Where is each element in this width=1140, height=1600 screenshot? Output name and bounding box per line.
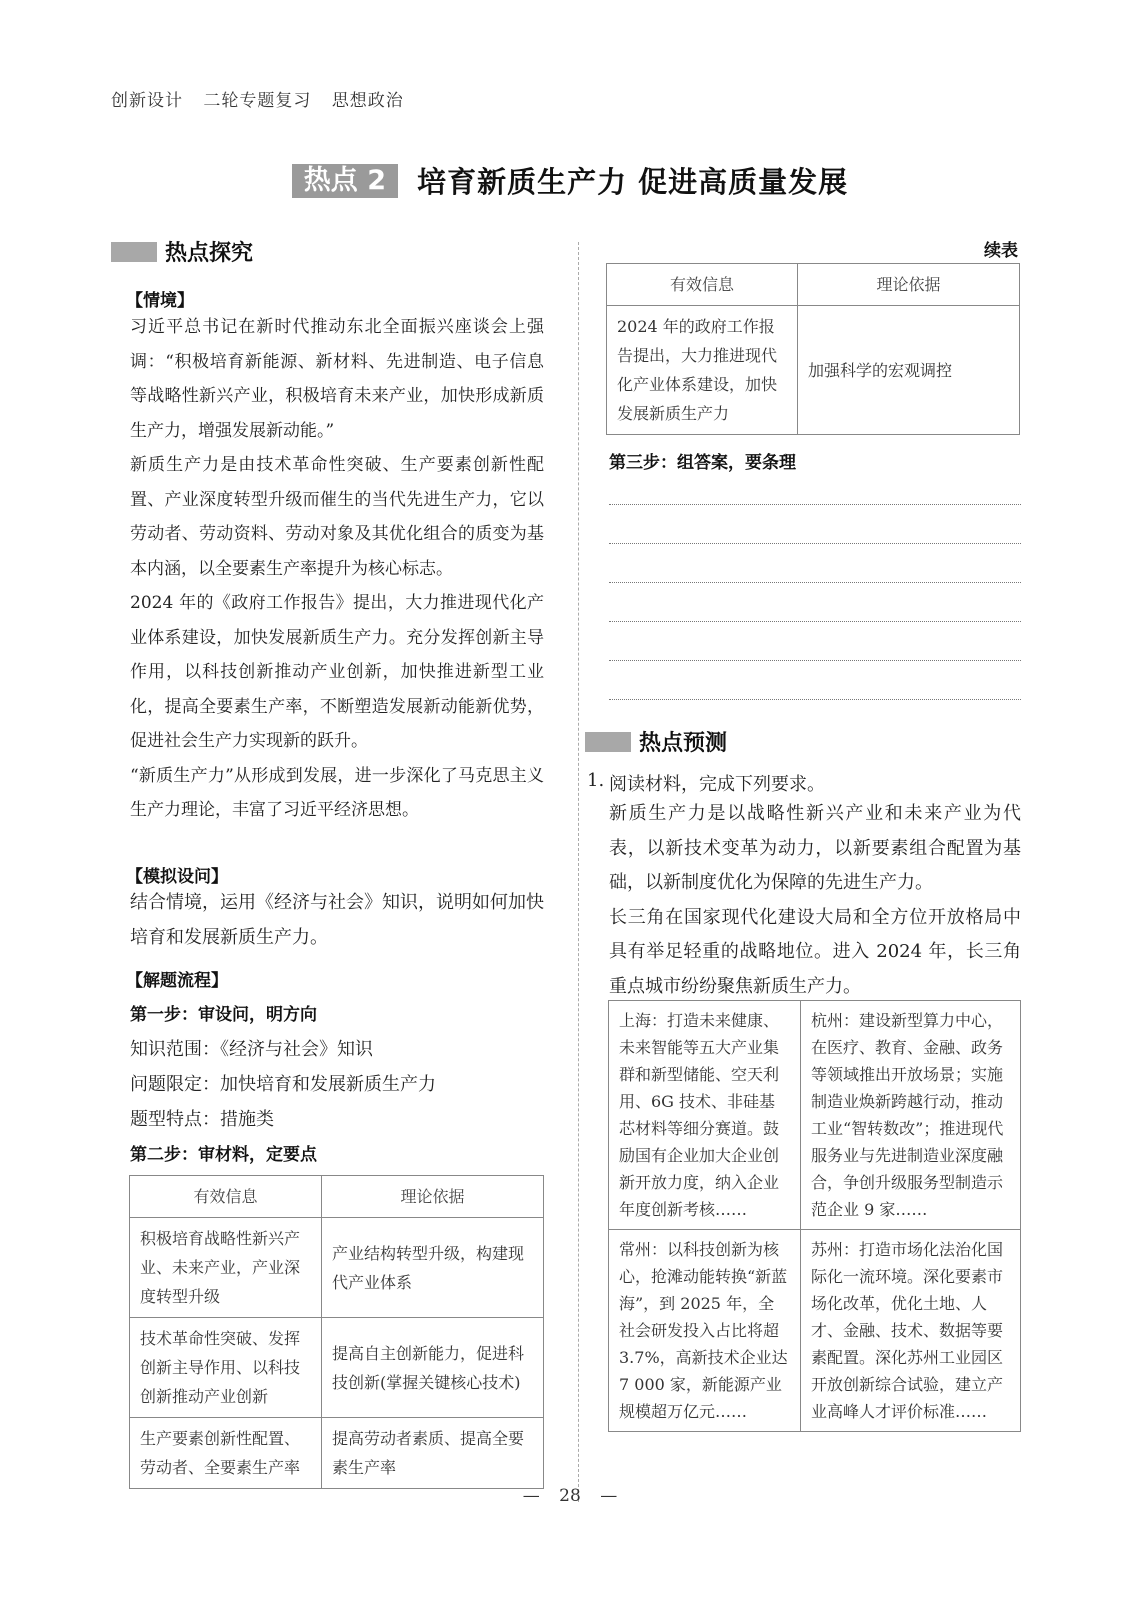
column-divider (578, 242, 579, 1502)
answer-line (609, 504, 1021, 505)
continued-label: 续表 (984, 241, 1018, 261)
answer-line (609, 699, 1021, 700)
running-header (111, 86, 418, 111)
answer-line (609, 660, 1021, 661)
question-1-material (609, 797, 1021, 1004)
city-cell-suzhou: 苏州：打造市场化法治化国际化一流环境。深化要素市场化改革，优化土地、人才、金融、技术、数据等要素配置。深化苏州工业园区开放创新综合试验，建立产业高峰人才评价标准…… (801, 1230, 1021, 1432)
question-text: 结合情境，运用《经济与社会》知识，说明如何加快培育和发展新质生产力。 (130, 892, 544, 948)
section-bar-icon (585, 732, 631, 752)
answer-line (609, 582, 1021, 583)
analysis-table (129, 1175, 544, 1489)
title-text: 培育新质生产力 促进高质量发展 (417, 165, 849, 199)
page-footer (0, 1486, 1140, 1506)
table-cell: 加强科学的宏观调控 (798, 306, 1020, 435)
section-hot-explore (111, 236, 253, 267)
step-three: 第三步：组答案，要条理 (609, 453, 796, 473)
section-title: 热点预测 (639, 731, 728, 756)
header-subject: 思想政治 (331, 91, 404, 111)
table-row (130, 1418, 544, 1489)
situation-para: 新质生产力是由技术革命性突破、生产要素创新性配置、产业深度转型升级而催生的当代先进生产力，它以劳动者、劳动资料、劳动对象及其优化组合的质变为基本内涵，以全要素生产率提升为核心标志。 (130, 455, 544, 579)
table-header-row (130, 1176, 544, 1218)
section-title: 热点探究 (165, 241, 254, 266)
situation-label: 【情境】 (126, 291, 194, 311)
title-badge: 热点 2 (292, 164, 398, 198)
table-cell: 提高劳动者素质、提高全要素生产率 (322, 1418, 544, 1489)
table-row (609, 1001, 1021, 1230)
table-header: 有效信息 (130, 1176, 322, 1218)
table-header: 理论依据 (322, 1176, 544, 1218)
question-label: 【模拟设问】 (126, 867, 228, 887)
header-series: 二轮专题复习 (203, 91, 312, 111)
table-header: 有效信息 (607, 264, 798, 306)
table-cell: 技术革命性突破、发挥创新主导作用、以科技创新推动产业创新 (130, 1318, 322, 1418)
question-1-prompt: 阅读材料，完成下列要求。 (609, 774, 825, 795)
page-number: 28 (559, 1486, 581, 1506)
table-cell: 2024 年的政府工作报告提出，大力推进现代化产业体系建设，加快发展新质生产力 (607, 306, 798, 435)
question-limit: 问题限定：加快培育和发展新质生产力 (130, 1074, 436, 1095)
table-row (607, 306, 1020, 435)
city-grid-table (608, 1000, 1021, 1432)
situation-para: “新质生产力”从形成到发展，进一步深化了马克思主义生产力理论，丰富了习近平经济思想。 (130, 765, 544, 820)
table-cell: 积极培育战略性新兴产业、未来产业，产业深度转型升级 (130, 1218, 322, 1318)
table-cell: 生产要素创新性配置、劳动者、全要素生产率 (130, 1418, 322, 1489)
table-row (130, 1318, 544, 1418)
city-cell-hangzhou: 杭州：建设新型算力中心，在医疗、教育、金融、政务等领域推出开放场景；实施制造业焕新跨越行动，推动工业“智转数改”；推进现代服务业与先进制造业深度融合，争创升级服务型制造示范企业 9 家…… (801, 1001, 1021, 1230)
answer-line (609, 621, 1021, 622)
material-para: 新质生产力是以战略性新兴产业和未来产业为代表，以新技术变革为动力，以新要素组合配置为基础，以新制度优化为保障的先进生产力。 (609, 803, 1021, 893)
table-header: 理论依据 (798, 264, 1020, 306)
footer-dash-icon: — (600, 1486, 618, 1506)
section-bar-icon (111, 242, 157, 262)
process-label: 【解题流程】 (126, 971, 228, 991)
continued-table (606, 263, 1020, 435)
knowledge-scope: 知识范围：《经济与社会》知识 (130, 1039, 373, 1060)
step-two: 第二步：审材料，定要点 (130, 1145, 317, 1165)
situation-para: 习近平总书记在新时代推动东北全面振兴座谈会上强调：“积极培育新能源、新材料、先进制造、电子信息等战略性新兴产业，积极培育未来产业，加快形成新质生产力，增强发展新动能。” (130, 317, 544, 441)
table-header-row (607, 264, 1020, 306)
step-one: 第一步：审设问，明方向 (130, 1005, 317, 1025)
table-row (130, 1218, 544, 1318)
table-cell: 提高自主创新能力，促进科技创新(掌握关键核心技术) (322, 1318, 544, 1418)
table-row (609, 1230, 1021, 1432)
header-book: 创新设计 (111, 91, 183, 111)
table-cell: 产业结构转型升级，构建现代产业体系 (322, 1218, 544, 1318)
answer-line (609, 543, 1021, 544)
situation-text (130, 310, 544, 828)
city-cell-shanghai: 上海：打造未来健康、未来智能等五大产业集群和新型储能、空天利用、6G 技术、非硅基芯材料等细分赛道。鼓励国有企业加大企业创新开放力度，纳入企业年度创新考核…… (609, 1001, 801, 1230)
section-hot-predict (585, 726, 727, 757)
page-title (0, 160, 1140, 201)
material-para: 长三角在国家现代化建设大局和全方位开放格局中具有举足轻重的战略地位。进入 2024 年，长三角重点城市纷纷聚焦新质生产力。 (609, 906, 1021, 997)
question-type: 题型特点：措施类 (130, 1109, 274, 1130)
footer-dash-icon: — (522, 1486, 540, 1506)
city-cell-changzhou: 常州：以科技创新为核心，抢滩动能转换“新蓝海”，到 2025 年，全社会研发投入占比将超 3.7%，高新技术企业达 7 000 家，新能源产业规模超万亿元…… (609, 1230, 801, 1432)
situation-para: 2024 年的《政府工作报告》提出，大力推进现代化产业体系建设，加快发展新质生产力。充分发挥创新主导作用，以科技创新推动产业创新，加快推进新型工业化，提高全要素生产率，不断塑造发展新动能新优势，促进社会生产力实现新的跃升。 (130, 593, 544, 751)
question-1-number: 1. (587, 770, 605, 791)
